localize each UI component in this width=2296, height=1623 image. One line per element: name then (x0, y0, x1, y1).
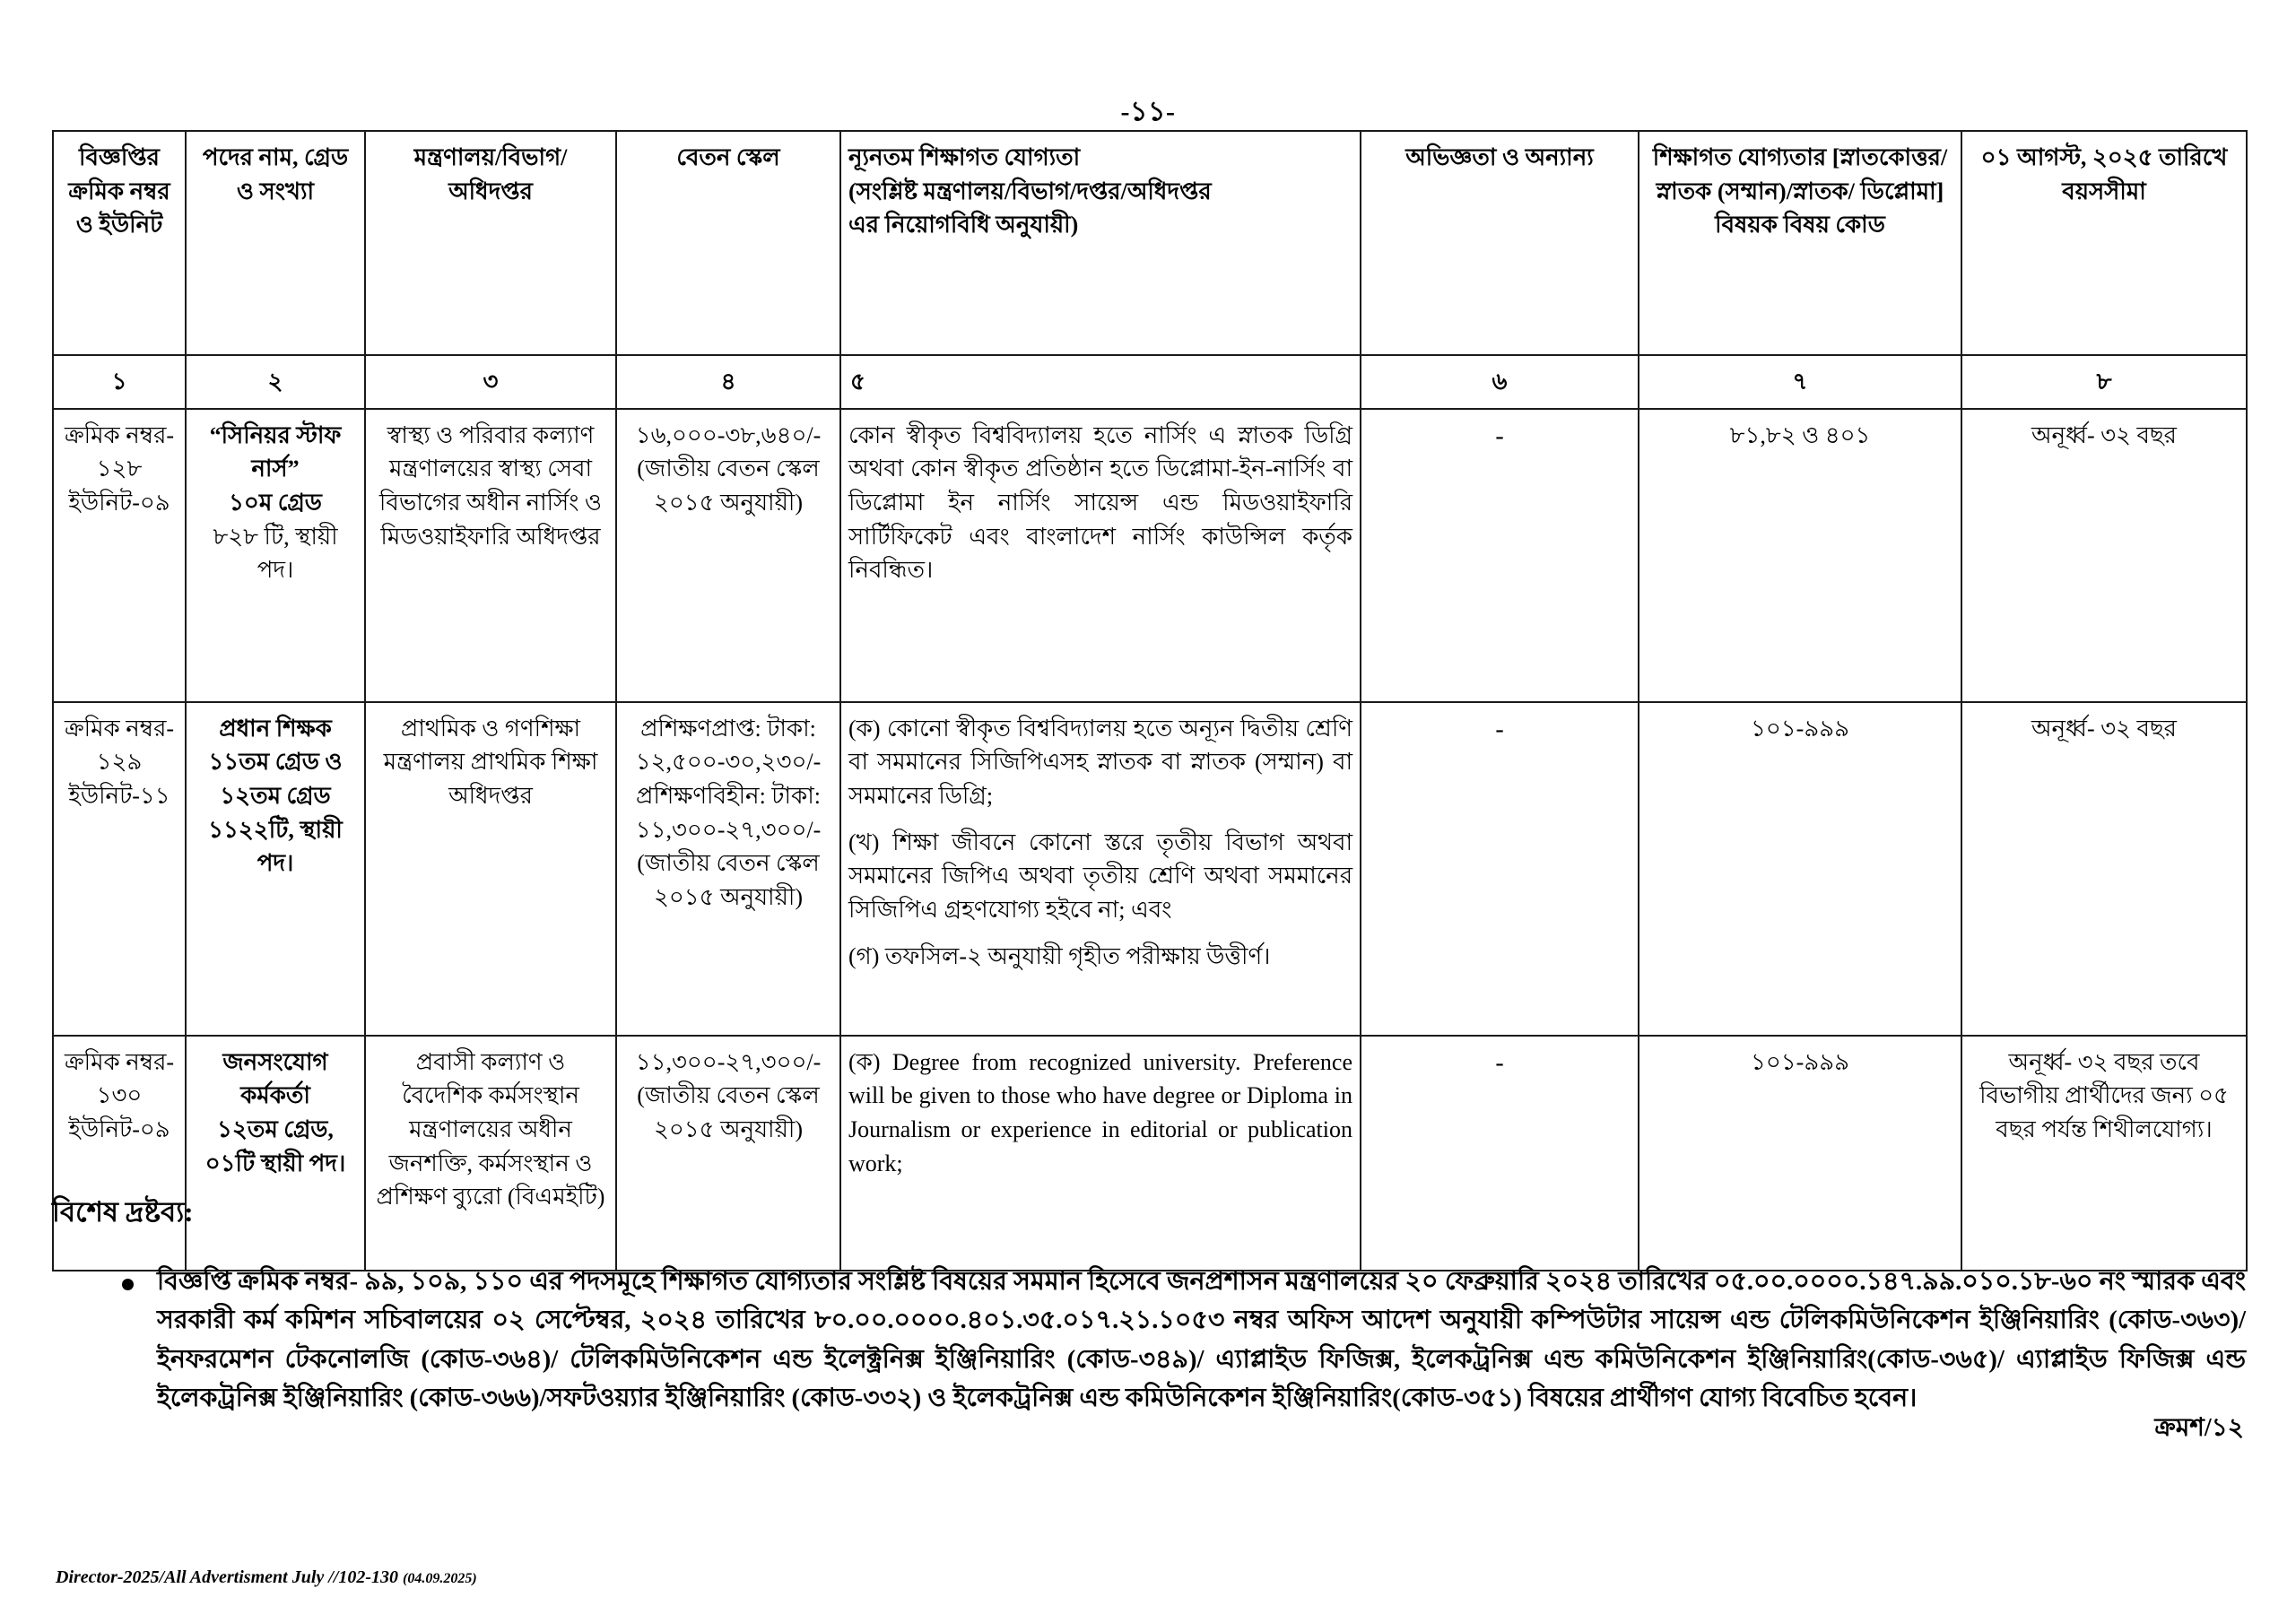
cell-serial-unit: ক্রমিক নম্বর- ১২৯ ইউনিট-১১ (53, 702, 186, 1036)
continued-marker: ক্রমশ/১২ (2154, 1414, 2244, 1442)
column-number-4: ৪ (616, 355, 840, 409)
document-footer (56, 1567, 477, 1588)
post-vacancy: ০১টি স্থায়ী পদ। (204, 1150, 346, 1176)
note-text: বিজ্ঞপ্তি ক্রমিক নম্বর- ৯৯, ১০৯, ১১০ এর পদসমূহে শিক্ষাগত যোগ্যতার সংশ্লিষ্ট বিষয়ের সমমান হিসেবে জনপ্রশাসন মন্ত্রণালয়ের ২০ ফেব্রুয়ারি ২০২৪ তারিখের ০৫.০০.০০০০.১৪৭.৯৯.০১০.১৮-৬০ নং স্মারক এবং সরকারী কর্ম কমিশন সচিবালয়ের ০২ সেপ্টেম্বর, ২০২৪ তারিখের ৮০.০০.০০০০.৪০১.৩৫.০১৭.২১.১০৫৩ নম্বর অফিস আদেশ অনুযায়ী কম্পিউটার সায়েন্স এন্ড টেলিকমিউনিকেশন ইঞ্জিনিয়ারিং (কোড-৩৬৩)/ ইনফরমেশন টেকনোলজি (কোড-৩৬৪)/ টেলিকমিউনিকেশন এন্ড ইলেক্ট্রনিক্স ইঞ্জিনিয়ারিং (কোড-৩৪৯)/ এ্যাপ্লাইড ফিজিক্স, ইলেকট্রনিক্স এন্ড কমিউনিকেশন ইঞ্জিনিয়ারিং(কোড-৩৬৫)/ এ্যাপ্লাইড ফিজিক্স এন্ড ইলেকট্রনিক্স ইঞ্জিনিয়ারিং (কোড-৩৬৬)/সফটওয়্যার ইঞ্জিনিয়ারিং (কোড-৩৩২) ও ইলেকট্রনিক্স এন্ড কমিউনিকেশন ইঞ্জিনিয়ারিং(কোড-৩৫১) বিষয়ের প্রার্থীগণ যোগ্য বিবেচিত হবেন। (157, 1268, 2246, 1412)
qualification-clause: (গ) তফসিল-২ অনুযায়ী গৃহীত পরীক্ষায় উত্তীর্ণ। (848, 942, 1271, 969)
cell-ministry: প্রাথমিক ও গণশিক্ষা মন্ত্রণালয় প্রাথমিক শিক্ষা অধিদপ্তর (365, 702, 616, 1036)
cell-pay-scale: ১১,৩০০-২৭,৩০০/- (জাতীয় বেতন স্কেল ২০১৫ অনুযায়ী) (616, 1036, 840, 1271)
column-number-5: ৫ (840, 355, 1361, 409)
cell-ministry: স্বাস্থ্য ও পরিবার কল্যাণ মন্ত্রণালয়ের স্বাস্থ্য সেবা বিভাগের অধীন নার্সিং ও মিডওয়াইফারি অধিদপ্তর (365, 409, 616, 702)
post-name: জনসংযোগ কর্মকর্তা (222, 1048, 328, 1109)
page-number: -১১- (1120, 97, 1176, 126)
cell-post (186, 409, 365, 702)
special-notes-section (52, 1191, 2246, 1418)
qualification-clause: কোন স্বীকৃত বিশ্ববিদ্যালয় হতে নার্সিং এ স্নাতক ডিগ্রি অথবা কোন স্বীকৃত প্রতিষ্ঠান হতে ডিপ্লোমা-ইন-নার্সিং বা ডিপ্লোমা ইন নার্সিং সায়েন্স এন্ড মিডওয়াইফারি সার্টিফিকেট এবং বাংলাদেশ নার্সিং কাউন্সিল কর্তৃক নিবন্ধিত। (848, 421, 1352, 584)
cell-experience (1361, 702, 1639, 1036)
header-qualification-line3: এর নিয়োগবিধি অনুযায়ী) (848, 212, 1079, 239)
table-header-row (53, 131, 2247, 355)
header-pay-scale: বেতন স্কেল (616, 131, 840, 355)
header-qualification (840, 131, 1361, 355)
header-serial-unit: বিজ্ঞপ্তির ক্রমিক নম্বর ও ইউনিট (53, 131, 186, 355)
header-post-grade-count: পদের নাম, গ্রেড ও সংখ্যা (186, 131, 365, 355)
experience-value: - (1495, 421, 1504, 450)
column-number-8: ৮ (1961, 355, 2247, 409)
qualification-clause: (খ) শিক্ষা জীবনে কোনো স্তরে তৃতীয় বিভাগ অথবা সমমানের জিপিএ অথবা তৃতীয় শ্রেণি অথবা সমমানের সিজিপিএ গ্রহণযোগ্য হইবে না; এবং (848, 829, 1352, 924)
post-grade: ১২তম গ্রেড, (217, 1116, 334, 1143)
header-experience: অভিজ্ঞতা ও অন্যান্য (1361, 131, 1639, 355)
post-vacancy: ১১২২টি, স্থায়ী পদ। (208, 816, 343, 877)
advertisement-table-wrapper (52, 130, 2246, 1271)
column-number-2: ২ (186, 355, 365, 409)
column-number-1: ১ (53, 355, 186, 409)
experience-value: - (1495, 715, 1504, 743)
cell-ministry: প্রবাসী কল্যাণ ও বৈদেশিক কর্মসংস্থান মন্ত্রণালয়ের অধীন জনশক্তি, কর্মসংস্থান ও প্রশিক্ষণ ব্যুরো (বিএমইটি) (365, 1036, 616, 1271)
header-subject-code: শিক্ষাগত যোগ্যতার [স্নাতকোত্তর/স্নাতক (সম্মান)/স্নাতক/ ডিপ্লোমা] বিষয়ক বিষয় কোড (1639, 131, 1961, 355)
cell-age-limit: অনূর্ধ্ব- ৩২ বছর (1961, 409, 2247, 702)
post-vacancy: ৮২৮ টি, স্থায়ী পদ। (213, 523, 338, 584)
cell-qualification (840, 409, 1361, 702)
post-grade: ১১তম গ্রেড ও ১২তম গ্রেড (208, 749, 343, 810)
note-list-item (52, 1263, 2246, 1418)
advertisement-table (52, 130, 2248, 1271)
column-number-3: ৩ (365, 355, 616, 409)
qualification-clause: (ক) Degree from recognized university. Preference will be given to those who have degree or Diploma in Journalism or experience in editorial or publication work; (848, 1048, 1352, 1176)
post-name: “সিনিয়র স্টাফ নার্স” (209, 421, 342, 482)
cell-qualification (840, 702, 1361, 1036)
cell-subject-code: ১০১-৯৯৯ (1639, 702, 1961, 1036)
cell-experience (1361, 409, 1639, 702)
experience-value: - (1495, 1048, 1504, 1077)
cell-post (186, 702, 365, 1036)
column-number-6: ৬ (1361, 355, 1639, 409)
header-ministry: মন্ত্রণালয়/বিভাগ/ অধিদপ্তর (365, 131, 616, 355)
cell-age-limit: অনূর্ধ্ব- ৩২ বছর তবে বিভাগীয় প্রার্থীদের জন্য ০৫ বছর পর্যন্ত শিথীলযোগ্য। (1961, 1036, 2247, 1271)
cell-age-limit: অনূর্ধ্ব- ৩২ বছর (1961, 702, 2247, 1036)
cell-serial-unit: ক্রমিক নম্বর- ১২৮ ইউনিট-০৯ (53, 409, 186, 702)
cell-pay-scale: প্রশিক্ষণপ্রাপ্ত: টাকা: ১২,৫০০-৩০,২৩০/- প্রশিক্ষণবিহীন: টাকা: ১১,৩০০-২৭,৩০০/- (জাতীয় বেতন স্কেল ২০১৫ অনুযায়ী) (616, 702, 840, 1036)
column-number-row (53, 355, 2247, 409)
header-age-limit: ০১ আগস্ট, ২০২৫ তারিখে বয়সসীমা (1961, 131, 2247, 355)
cell-subject-code: ৮১,৮২ ও ৪০১ (1639, 409, 1961, 702)
footer-date: (04.09.2025) (403, 1571, 477, 1586)
bullet-point-icon (122, 1279, 134, 1290)
notes-title: বিশেষ দ্রষ্টব্য: (52, 1196, 194, 1228)
post-name: প্রধান শিক্ষক (219, 715, 332, 742)
post-grade: ১০ম গ্রেড (229, 490, 322, 516)
header-qualification-line2: (সংশ্লিষ্ট মন্ত্রণালয়/বিভাগ/দপ্তর/অধিদপ্তর (848, 178, 1212, 204)
cell-serial-unit: ক্রমিক নম্বর- ১৩০ ইউনিট-০৯ (53, 1036, 186, 1271)
qualification-clause: (ক) কোনো স্বীকৃত বিশ্ববিদ্যালয় হতে অন্যূন দ্বিতীয় শ্রেণি বা সমমানের সিজিপিএসহ স্নাতক বা স্নাতক (সম্মান) বা সমমানের ডিগ্রি; (848, 715, 1352, 810)
table-row (53, 409, 2247, 702)
table-row (53, 702, 2247, 1036)
cell-pay-scale: ১৬,০০০-৩৮,৬৪০/- (জাতীয় বেতন স্কেল ২০১৫ অনুযায়ী) (616, 409, 840, 702)
header-qualification-line1: ন্যূনতম শিক্ষাগত যোগ্যতা (848, 144, 1081, 170)
footer-reference: Director-2025/All Advertisment July //102-130 (56, 1567, 399, 1587)
cell-subject-code: ১০১-৯৯৯ (1639, 1036, 1961, 1271)
column-number-7: ৭ (1639, 355, 1961, 409)
